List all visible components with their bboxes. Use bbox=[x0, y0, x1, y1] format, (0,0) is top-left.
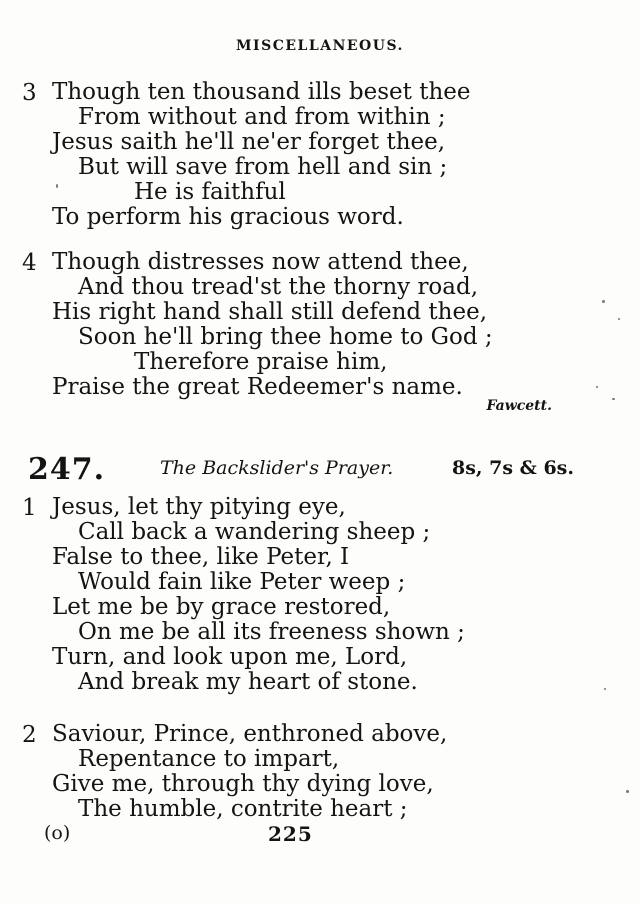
running-header: MISCELLANEOUS. bbox=[236, 38, 404, 54]
verse-line: His right hand shall still defend thee, bbox=[52, 299, 488, 325]
verse-line: But will save from hell and sin ; bbox=[78, 154, 448, 180]
verse-line: Give me, through thy dying love, bbox=[52, 771, 434, 797]
verse-line: Soon he'll bring thee home to God ; bbox=[78, 324, 493, 350]
verse-line: Turn, and look upon me, Lord, bbox=[52, 644, 408, 670]
verse-line: Therefore praise him, bbox=[134, 349, 388, 375]
verse-line: Praise the great Redeemer's name. bbox=[52, 374, 463, 400]
verse-line: Repentance to impart, bbox=[78, 746, 340, 772]
scan-speck bbox=[596, 386, 598, 388]
scan-speck bbox=[56, 184, 58, 188]
verse-line: False to thee, like Peter, I bbox=[52, 544, 350, 570]
page-number: 225 bbox=[268, 822, 313, 846]
verse-line: And break my heart of stone. bbox=[78, 669, 418, 695]
verse-line: Though ten thousand ills beset thee bbox=[52, 79, 471, 105]
signature-mark: (o) bbox=[44, 822, 71, 844]
verse-line: Would fain like Peter weep ; bbox=[78, 569, 406, 595]
verse-number: 4 bbox=[22, 250, 37, 276]
hymn-title: The Backslider's Prayer. bbox=[160, 457, 394, 479]
verse-line: To perform his gracious word. bbox=[52, 204, 404, 230]
scan-speck bbox=[602, 300, 605, 303]
verse-line: Let me be by grace restored, bbox=[52, 594, 391, 620]
verse-line: The humble, contrite heart ; bbox=[78, 796, 408, 822]
verse-number: 1 bbox=[22, 495, 37, 521]
verse-line: He is faithful bbox=[134, 179, 286, 205]
scan-speck bbox=[626, 790, 629, 793]
verse-line: Saviour, Prince, enthroned above, bbox=[52, 721, 448, 747]
verse-line: On me be all its freeness shown ; bbox=[78, 619, 465, 645]
scan-speck bbox=[612, 398, 615, 400]
verse-line: And thou tread'st the thorny road, bbox=[78, 274, 479, 300]
verse-line: Jesus, let thy pitying eye, bbox=[52, 494, 346, 520]
verse-line: Call back a wandering sheep ; bbox=[78, 519, 431, 545]
verse-line: Though distresses now attend thee, bbox=[52, 249, 469, 275]
verse-number: 3 bbox=[22, 80, 37, 106]
verse-line: From without and from within ; bbox=[78, 104, 446, 130]
hymn-meter: 8s, 7s & 6s. bbox=[452, 457, 574, 479]
scan-speck bbox=[604, 688, 606, 690]
scan-speck bbox=[618, 318, 620, 320]
verse-line: Jesus saith he'll ne'er forget thee, bbox=[52, 129, 446, 155]
hymn-number: 247. bbox=[28, 452, 106, 487]
hymn-author: Fawcett. bbox=[486, 398, 552, 414]
verse-number: 2 bbox=[22, 722, 37, 748]
